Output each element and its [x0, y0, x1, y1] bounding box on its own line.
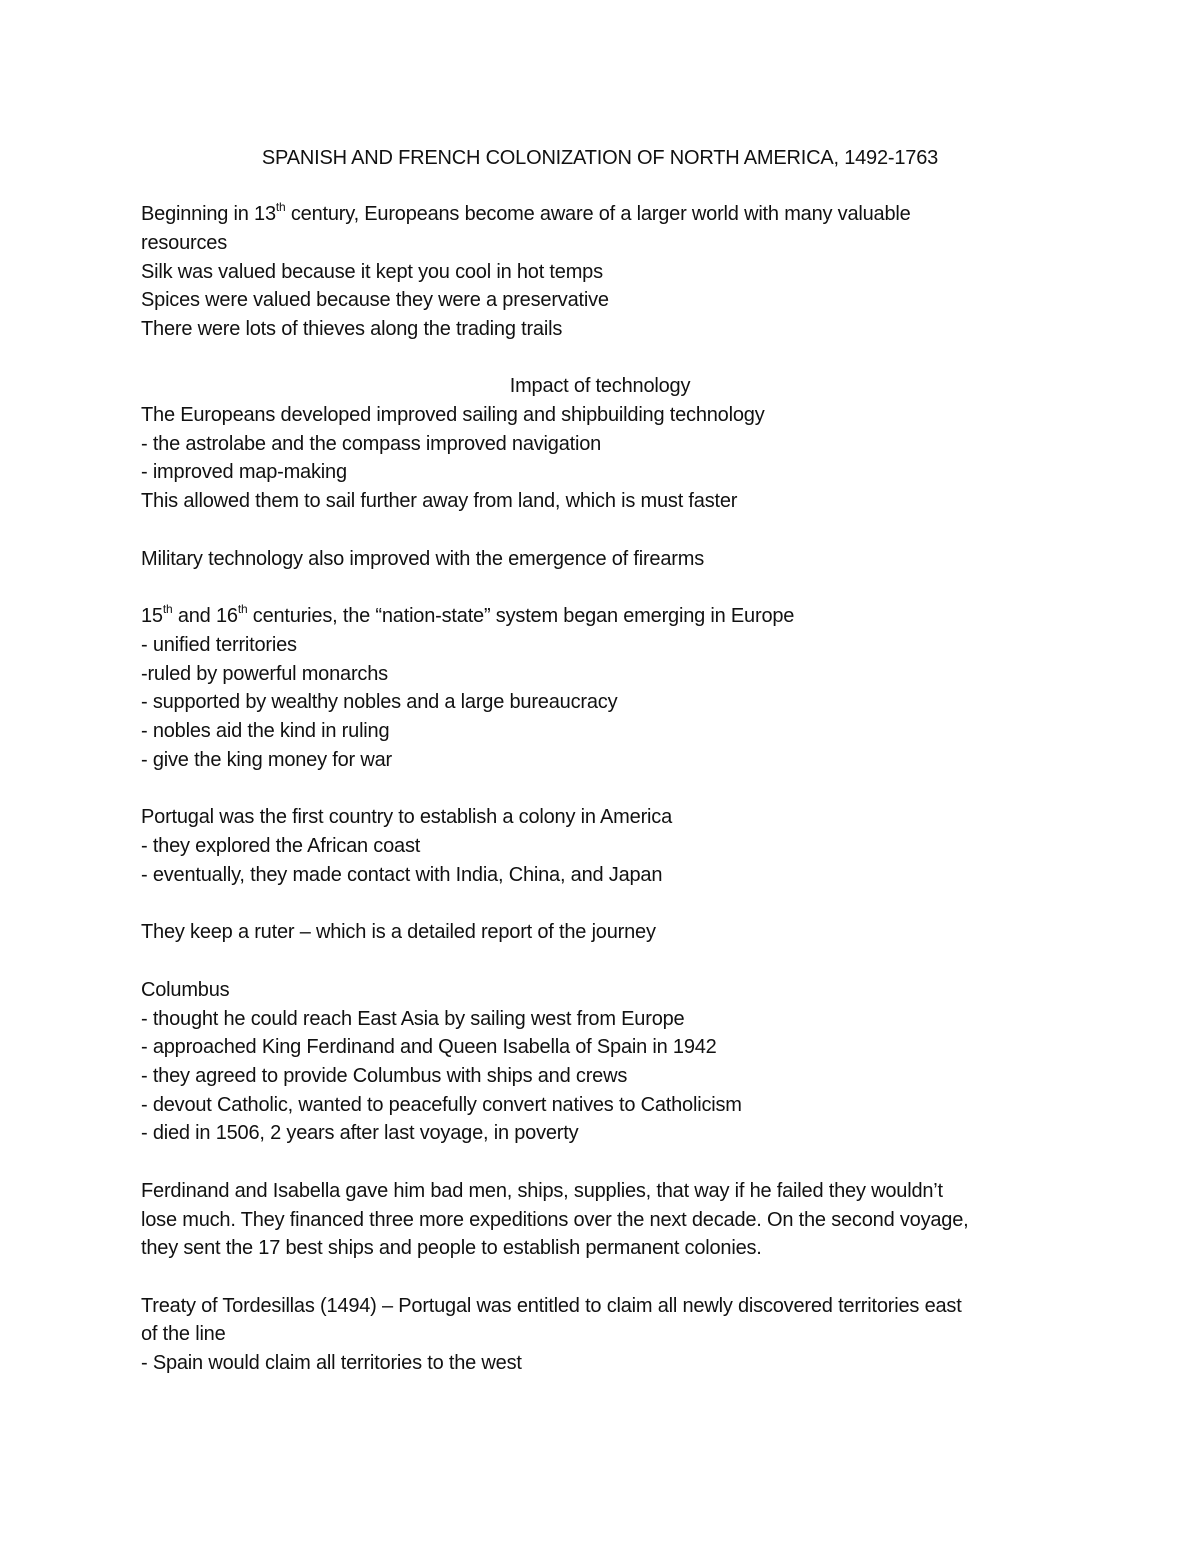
nation-state-line-4: - supported by wealthy nobles and a large bureaucracy [141, 691, 618, 713]
superscript-th-1: th [162, 602, 173, 617]
nation-state-line-3: -ruled by powerful monarchs [141, 663, 388, 685]
nation-state-line-1-c: centuries, the “nation-state” system began emerging in Europe [247, 605, 795, 627]
intro-line-1-a: Beginning in 13 [141, 203, 276, 225]
technology-heading: Impact of technology [509, 375, 691, 397]
nation-state-line-2: - unified territories [141, 634, 297, 656]
ruter-line: They keep a ruter – which is a detailed report of the journey [141, 921, 656, 943]
columbus-line-1: - thought he could reach East Asia by sailing west from Europe [141, 1008, 685, 1030]
document-title: SPANISH AND FRENCH COLONIZATION OF NORTH AMERICA, 1492-1763 [261, 147, 939, 169]
intro-line-3: Silk was valued because it kept you cool in hot temps [141, 261, 603, 283]
ferdinand-line-2: lose much. They financed three more expeditions over the next decade. On the second voyage, [141, 1209, 969, 1231]
nation-state-line-1 [141, 602, 1071, 630]
intro-line-1 [141, 200, 1071, 228]
nation-state-line-1-a: 15 [141, 605, 163, 627]
intro-line-1-b: century, Europeans become aware of a larger world with many valuable [285, 203, 911, 225]
military-line: Military technology also improved with the emergence of firearms [141, 548, 705, 570]
columbus-line-4: - devout Catholic, wanted to peacefully convert natives to Catholicism [141, 1094, 742, 1116]
columbus-heading: Columbus [141, 979, 230, 1001]
intro-line-5: There were lots of thieves along the trading trails [141, 318, 563, 340]
nation-state-line-5: - nobles aid the kind in ruling [141, 720, 390, 742]
portugal-line-3: - eventually, they made contact with India, China, and Japan [141, 864, 663, 886]
superscript-th: th [275, 200, 286, 215]
columbus-line-2: - approached King Ferdinand and Queen Isabella of Spain in 1942 [141, 1036, 717, 1058]
technology-line-2: - the astrolabe and the compass improved navigation [141, 433, 602, 455]
columbus-line-5: - died in 1506, 2 years after last voyage, in poverty [141, 1122, 579, 1144]
ferdinand-line-1: Ferdinand and Isabella gave him bad men, ships, supplies, that way if he failed they wouldn’t [141, 1180, 943, 1202]
superscript-th-2: th [237, 602, 248, 617]
technology-line-4: This allowed them to sail further away from land, which is must faster [141, 490, 738, 512]
ferdinand-line-3: they sent the 17 best ships and people to establish permanent colonies. [141, 1237, 762, 1259]
treaty-line-2: of the line [141, 1323, 226, 1345]
intro-line-4: Spices were valued because they were a preservative [141, 289, 609, 311]
nation-state-line-6: - give the king money for war [141, 749, 392, 771]
treaty-line-1: Treaty of Tordesillas (1494) – Portugal was entitled to claim all newly discovered territories east [141, 1295, 962, 1317]
portugal-line-2: - they explored the African coast [141, 835, 421, 857]
intro-line-2: resources [141, 232, 228, 254]
technology-line-3: - improved map-making [141, 461, 347, 483]
nation-state-line-1-b: and 16 [172, 605, 238, 627]
columbus-line-3: - they agreed to provide Columbus with ships and crews [141, 1065, 628, 1087]
treaty-line-3: - Spain would claim all territories to the west [141, 1352, 522, 1374]
technology-line-1: The Europeans developed improved sailing and shipbuilding technology [141, 404, 765, 426]
portugal-line-1: Portugal was the first country to establish a colony in America [141, 806, 672, 828]
